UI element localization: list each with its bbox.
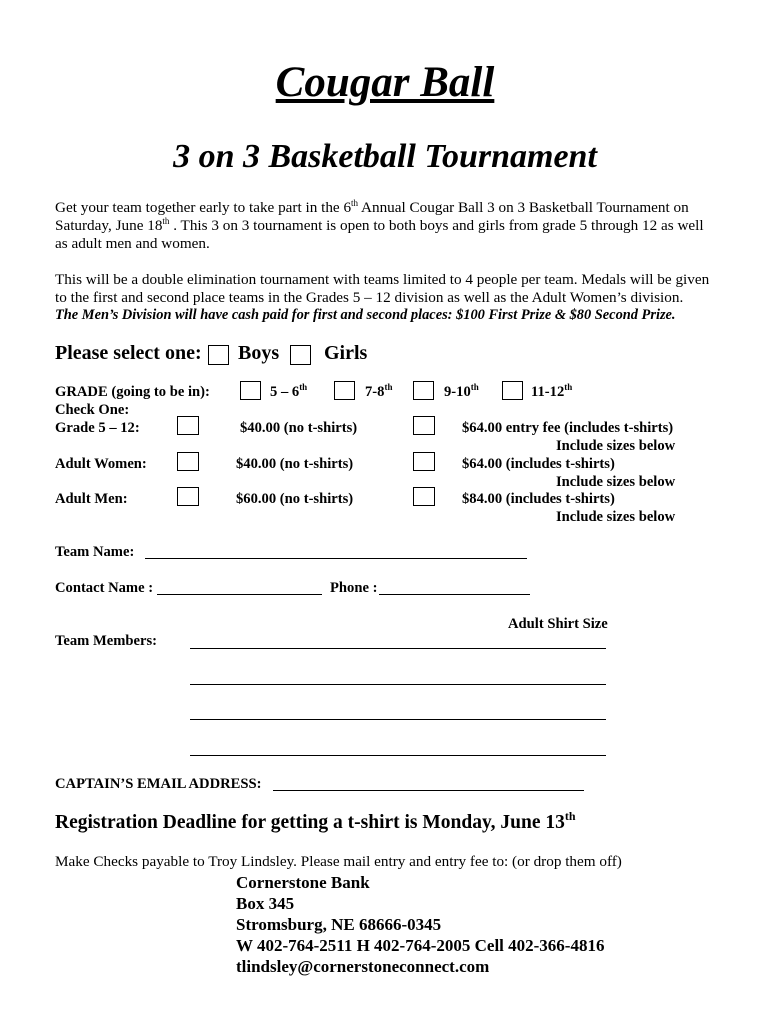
contact-name-field[interactable] xyxy=(157,594,322,595)
grade-9-10-label: 9-10th xyxy=(444,382,479,400)
grade-9-10-checkbox[interactable] xyxy=(413,381,434,400)
fee-women-with-shirt-checkbox[interactable] xyxy=(413,452,435,471)
address-email: tlindsley@cornerstoneconnect.com xyxy=(236,957,490,976)
address-phones: W 402-764-2511 H 402-764-2005 Cell 402-366-4816 xyxy=(236,936,605,955)
team-name-label: Team Name: xyxy=(55,544,135,560)
fee-men-with-shirt: $84.00 (includes t-shirts) xyxy=(462,491,615,507)
grade-11-12-label: 11-12th xyxy=(531,382,573,400)
fee-grade-no-shirt: $40.00 (no t-shirts) xyxy=(240,420,358,436)
page-title: Cougar Ball xyxy=(275,59,495,106)
team-member-3-field[interactable] xyxy=(190,719,606,720)
fee-women-with-shirt: $64.00 (includes t-shirts) xyxy=(462,456,615,472)
boys-checkbox[interactable] xyxy=(208,345,229,365)
grade-7-8-label: 7-8th xyxy=(365,382,393,400)
team-member-4-field[interactable] xyxy=(190,755,606,756)
boys-label: Boys xyxy=(238,342,280,364)
payment-instructions: Make Checks payable to Troy Lindsley. Please mail entry and entry fee to: (or drop them off) xyxy=(55,853,622,870)
rules-line-3: The Men’s Division will have cash paid for first and second places: $100 First Prize & $80 Second Prize. xyxy=(55,307,676,323)
fee-grade-with-shirt-checkbox[interactable] xyxy=(413,416,435,435)
fee-grade-no-shirt-checkbox[interactable] xyxy=(177,416,199,435)
captain-email-label: CAPTAIN’S EMAIL ADDRESS: xyxy=(55,776,262,792)
fee-women-no-shirt: $40.00 (no t-shirts) xyxy=(236,456,354,472)
grade-11-12-checkbox[interactable] xyxy=(502,381,523,400)
captain-email-field[interactable] xyxy=(273,790,584,791)
contact-name-label: Contact Name : xyxy=(55,580,154,596)
fee-women-no-shirt-checkbox[interactable] xyxy=(177,452,199,471)
address-bank: Cornerstone Bank xyxy=(236,873,370,892)
fee-grade-note: Include sizes below xyxy=(556,438,676,454)
phone-label: Phone : xyxy=(330,580,378,596)
phone-field[interactable] xyxy=(379,594,530,595)
team-name-field[interactable] xyxy=(145,558,527,559)
check-one-label: Check One: xyxy=(55,402,130,418)
fee-grade-label: Grade 5 – 12: xyxy=(55,420,140,436)
fee-men-no-shirt-checkbox[interactable] xyxy=(177,487,199,506)
fee-women-label: Adult Women: xyxy=(55,456,147,472)
fee-men-note: Include sizes below xyxy=(556,509,676,525)
girls-label: Girls xyxy=(324,342,368,364)
intro-line-2: Saturday, June 18th . This 3 on 3 tournament is open to both boys and girls from grade 5 through 12 as well xyxy=(55,216,704,234)
registration-deadline: Registration Deadline for getting a t-shirt is Monday, June 13th xyxy=(55,809,576,833)
team-members-label: Team Members: xyxy=(55,633,157,649)
address-city: Stromsburg, NE 68666-0345 xyxy=(236,915,442,934)
fee-men-no-shirt: $60.00 (no t-shirts) xyxy=(236,491,354,507)
fee-men-label: Adult Men: xyxy=(55,491,128,507)
girls-checkbox[interactable] xyxy=(290,345,311,365)
address-box: Box 345 xyxy=(236,894,295,913)
rules-line-1: This will be a double elimination tournament with teams limited to 4 people per team. Medals will be given xyxy=(55,271,710,288)
grade-5-6-label: 5 – 6th xyxy=(270,382,308,400)
grade-label: GRADE (going to be in): xyxy=(55,384,210,400)
fee-men-with-shirt-checkbox[interactable] xyxy=(413,487,435,506)
grade-7-8-checkbox[interactable] xyxy=(334,381,355,400)
fee-grade-with-shirt: $64.00 entry fee (includes t-shirts) xyxy=(462,420,674,436)
intro-line-3: as adult men and women. xyxy=(55,235,210,252)
intro-line-1: Get your team together early to take part in the 6th Annual Cougar Ball 3 on 3 Basketball Tournament on xyxy=(55,198,689,216)
team-member-1-field[interactable] xyxy=(190,648,606,649)
fee-women-note: Include sizes below xyxy=(556,474,676,490)
team-member-2-field[interactable] xyxy=(190,684,606,685)
select-label: Please select one: xyxy=(55,342,202,364)
page-subtitle: 3 on 3 Basketball Tournament xyxy=(173,138,597,175)
grade-5-6-checkbox[interactable] xyxy=(240,381,261,400)
rules-line-2: to the first and second place teams in the Grades 5 – 12 division as well as the Adult Women’s division. xyxy=(55,289,684,306)
adult-shirt-size-label: Adult Shirt Size xyxy=(508,616,608,632)
